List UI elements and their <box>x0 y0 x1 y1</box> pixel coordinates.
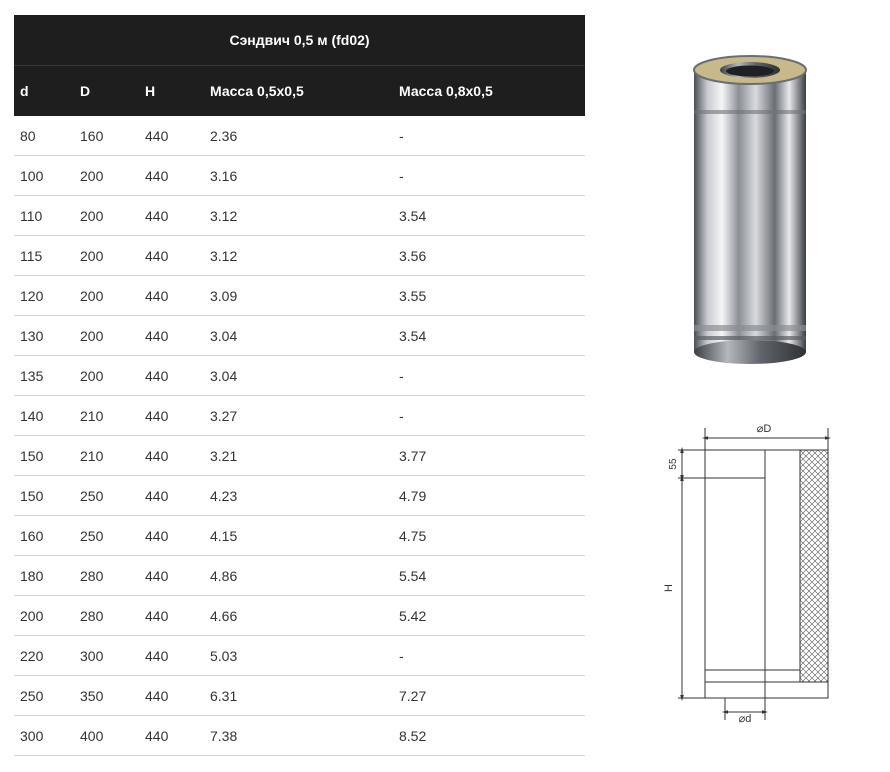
cell-h: 440 <box>139 476 204 516</box>
cell-h: 440 <box>139 276 204 316</box>
cell-mass-05: 6.31 <box>204 676 393 716</box>
cell-mass-05: 3.12 <box>204 236 393 276</box>
cell-mass-08: 3.54 <box>393 316 585 356</box>
cell-outer-d: 250 <box>74 476 139 516</box>
cell-mass-08: 5.42 <box>393 596 585 636</box>
cell-d: 150 <box>14 436 74 476</box>
table-row <box>14 476 585 516</box>
cell-h: 440 <box>139 356 204 396</box>
cell-mass-08: - <box>393 396 585 436</box>
cell-mass-08: 3.54 <box>393 196 585 236</box>
cell-h: 440 <box>139 716 204 756</box>
cell-mass-05: 3.04 <box>204 356 393 396</box>
cell-h: 440 <box>139 516 204 556</box>
cell-mass-08: - <box>393 356 585 396</box>
cell-outer-d: 200 <box>74 156 139 196</box>
table-row <box>14 676 585 716</box>
cell-mass-05: 3.04 <box>204 316 393 356</box>
table-header-row <box>14 66 585 117</box>
column-header-mass-08: Масса 0,8x0,5 <box>393 66 585 117</box>
cell-h: 440 <box>139 396 204 436</box>
cell-d: 180 <box>14 556 74 596</box>
cell-mass-05: 2.36 <box>204 116 393 156</box>
cell-outer-d: 250 <box>74 516 139 556</box>
cell-outer-d: 300 <box>74 636 139 676</box>
cell-outer-d: 210 <box>74 436 139 476</box>
table-row <box>14 156 585 196</box>
cell-h: 440 <box>139 556 204 596</box>
cell-mass-08: 3.55 <box>393 276 585 316</box>
cell-mass-08: 4.75 <box>393 516 585 556</box>
cell-d: 220 <box>14 636 74 676</box>
table-body <box>14 116 585 756</box>
cell-d: 120 <box>14 276 74 316</box>
cell-mass-05: 4.66 <box>204 596 393 636</box>
cell-mass-08: 7.27 <box>393 676 585 716</box>
table-row <box>14 316 585 356</box>
column-header-d: d <box>14 66 74 117</box>
outer-diameter-label: ⌀D <box>756 423 772 435</box>
table-row <box>14 596 585 636</box>
cell-d: 300 <box>14 716 74 756</box>
height-label: H <box>663 584 675 592</box>
cell-d: 140 <box>14 396 74 436</box>
cell-mass-08: 5.54 <box>393 556 585 596</box>
cell-outer-d: 200 <box>74 276 139 316</box>
cell-outer-d: 200 <box>74 196 139 236</box>
table-row <box>14 396 585 436</box>
pipe-bottom <box>694 340 806 364</box>
cell-mass-08: 3.77 <box>393 436 585 476</box>
cell-outer-d: 200 <box>74 356 139 396</box>
cell-mass-08: - <box>393 636 585 676</box>
cell-h: 440 <box>139 636 204 676</box>
table-row <box>14 116 585 156</box>
cell-h: 440 <box>139 236 204 276</box>
table-row <box>14 356 585 396</box>
pipe-bottom-ring <box>694 325 806 331</box>
cell-mass-05: 3.16 <box>204 156 393 196</box>
cell-outer-d: 200 <box>74 236 139 276</box>
table-title-row <box>14 15 585 66</box>
cell-mass-08: - <box>393 156 585 196</box>
cell-h: 440 <box>139 116 204 156</box>
column-header-outer-d: D <box>74 66 139 117</box>
table-row <box>14 636 585 676</box>
table-row <box>14 516 585 556</box>
cell-h: 440 <box>139 316 204 356</box>
table-row <box>14 716 585 756</box>
cell-mass-05: 5.03 <box>204 636 393 676</box>
cell-d: 130 <box>14 316 74 356</box>
cell-mass-05: 3.12 <box>204 196 393 236</box>
cell-d: 160 <box>14 516 74 556</box>
cell-h: 440 <box>139 156 204 196</box>
cell-d: 115 <box>14 236 74 276</box>
column-header-mass-05: Масса 0,5x0,5 <box>204 66 393 117</box>
cell-outer-d: 350 <box>74 676 139 716</box>
cell-mass-05: 4.23 <box>204 476 393 516</box>
cell-outer-d: 210 <box>74 396 139 436</box>
cell-mass-08: 8.52 <box>393 716 585 756</box>
cell-d: 135 <box>14 356 74 396</box>
cell-h: 440 <box>139 676 204 716</box>
table-row <box>14 276 585 316</box>
product-photo <box>680 40 820 380</box>
cell-outer-d: 400 <box>74 716 139 756</box>
table-row <box>14 556 585 596</box>
cell-outer-d: 160 <box>74 116 139 156</box>
socket-height-label: 55 <box>668 458 679 470</box>
table-row <box>14 436 585 476</box>
cell-d: 250 <box>14 676 74 716</box>
inner-diameter-label: ⌀d <box>738 713 752 725</box>
cell-d: 80 <box>14 116 74 156</box>
inner-pipe-hole <box>726 66 774 77</box>
table-title: Сэндвич 0,5 м (fd02) <box>14 15 585 66</box>
pipe-top-ring <box>694 110 806 114</box>
cell-mass-08: 4.79 <box>393 476 585 516</box>
dimension-drawing <box>650 420 840 730</box>
cell-mass-05: 4.86 <box>204 556 393 596</box>
cell-h: 440 <box>139 196 204 236</box>
table-row <box>14 236 585 276</box>
cell-mass-08: - <box>393 116 585 156</box>
spec-table <box>14 15 585 756</box>
cell-outer-d: 280 <box>74 596 139 636</box>
cell-h: 440 <box>139 436 204 476</box>
cell-h: 440 <box>139 596 204 636</box>
cell-d: 110 <box>14 196 74 236</box>
cell-mass-05: 3.27 <box>204 396 393 436</box>
cell-outer-d: 280 <box>74 556 139 596</box>
cell-mass-05: 4.15 <box>204 516 393 556</box>
cell-mass-05: 3.21 <box>204 436 393 476</box>
cell-outer-d: 200 <box>74 316 139 356</box>
pipe-bottom-ring-2 <box>694 336 806 340</box>
insulation-hatch <box>800 450 828 682</box>
cell-mass-05: 7.38 <box>204 716 393 756</box>
cell-d: 150 <box>14 476 74 516</box>
table-row <box>14 196 585 236</box>
cell-mass-08: 3.56 <box>393 236 585 276</box>
cell-d: 200 <box>14 596 74 636</box>
column-header-h: H <box>139 66 204 117</box>
cell-d: 100 <box>14 156 74 196</box>
cell-mass-05: 3.09 <box>204 276 393 316</box>
